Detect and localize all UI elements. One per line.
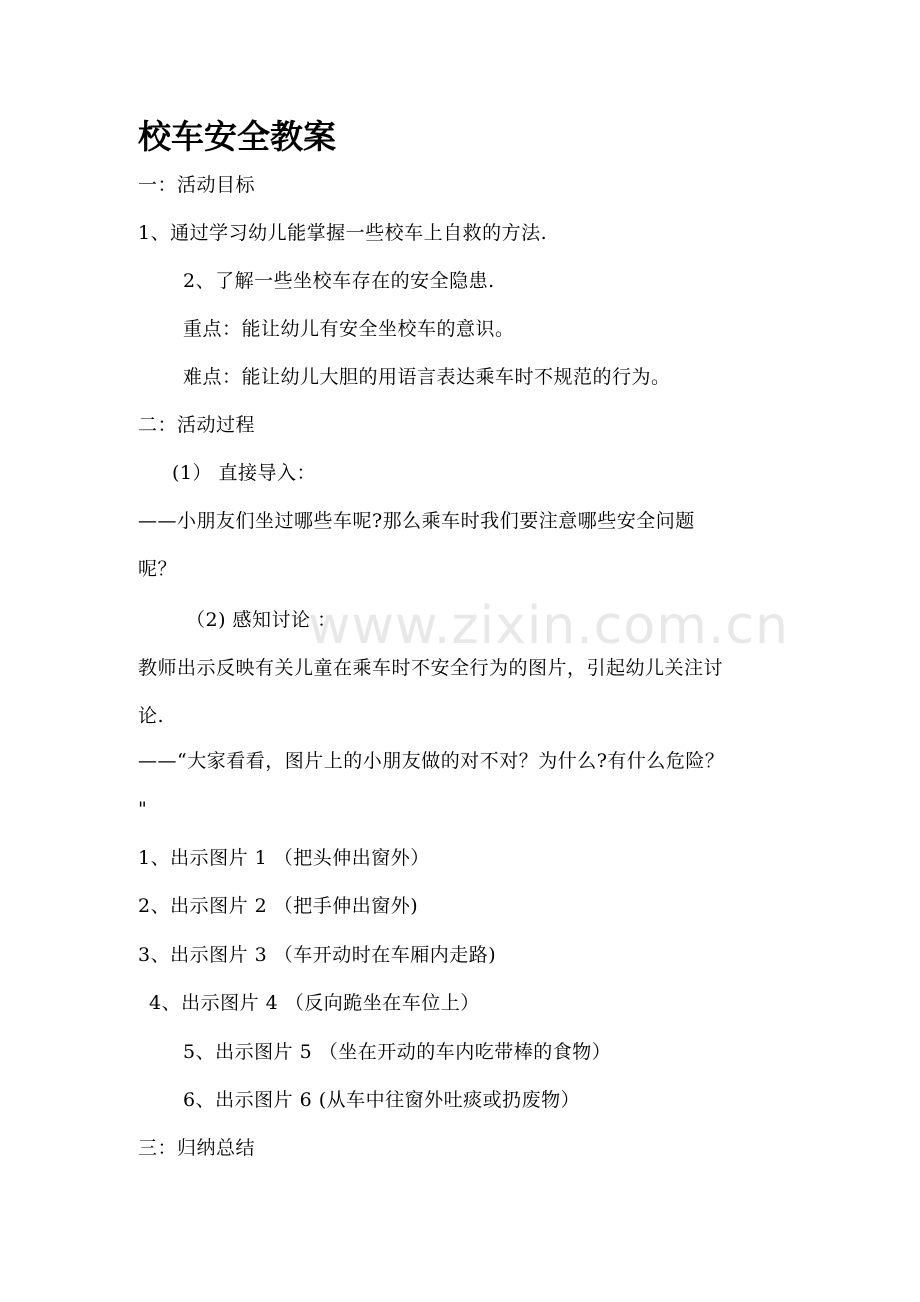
goal-item-2: 2、了解一些坐校车存在的安全隐患. — [183, 270, 495, 292]
step-2-description: 教师出示反映有关儿童在乘车时不安全行为的图片，引起幼儿关注讨 — [138, 657, 724, 679]
section-heading-summary: 三：归纳总结 — [138, 1137, 256, 1159]
step-2-description-cont: 论. — [138, 705, 165, 727]
document-title: 校车安全教案 — [138, 117, 336, 156]
step-1-heading: (1） 直接导入： — [172, 462, 317, 484]
watermark-text: www.zixin.com.cn — [308, 596, 789, 656]
picture-item-1: 1、出示图片 1 （把头伸出窗外） — [138, 847, 430, 869]
section-heading-goals: 一：活动目标 — [138, 174, 256, 196]
section-heading-process: 二：活动过程 — [138, 414, 256, 436]
step-2-question-cont: " — [138, 798, 148, 820]
picture-item-2: 2、出示图片 2 （把手伸出窗外) — [138, 895, 419, 917]
picture-item-3: 3、出示图片 3 （车开动时在车厢内走路) — [138, 944, 497, 966]
goal-item-1: 1、通过学习幼儿能掌握一些校车上自救的方法. — [138, 222, 548, 244]
step-2-question: ——“大家看看，图片上的小朋友做的对不对？为什么?有什么危险？ — [138, 750, 725, 772]
step-2-heading: （2) 感知讨论 ： — [186, 609, 337, 631]
key-point: 重点：能让幼儿有安全坐校车的意识。 — [183, 318, 515, 340]
step-1-question-cont: 呢？ — [138, 558, 178, 580]
picture-item-4: 4、出示图片 4 （反向跪坐在车位上） — [149, 992, 480, 1014]
difficult-point: 难点：能让幼儿大胆的用语言表达乘车时不规范的行为。 — [183, 366, 671, 388]
picture-item-6: 6、出示图片 6 (从车中往窗外吐痰或扔废物） — [183, 1089, 581, 1111]
picture-item-5: 5、出示图片 5 （坐在开动的车内吃带棒的食物） — [183, 1041, 612, 1063]
step-1-question: ——小朋友们坐过哪些车呢?那么乘车时我们要注意哪些安全问题 — [138, 510, 695, 532]
